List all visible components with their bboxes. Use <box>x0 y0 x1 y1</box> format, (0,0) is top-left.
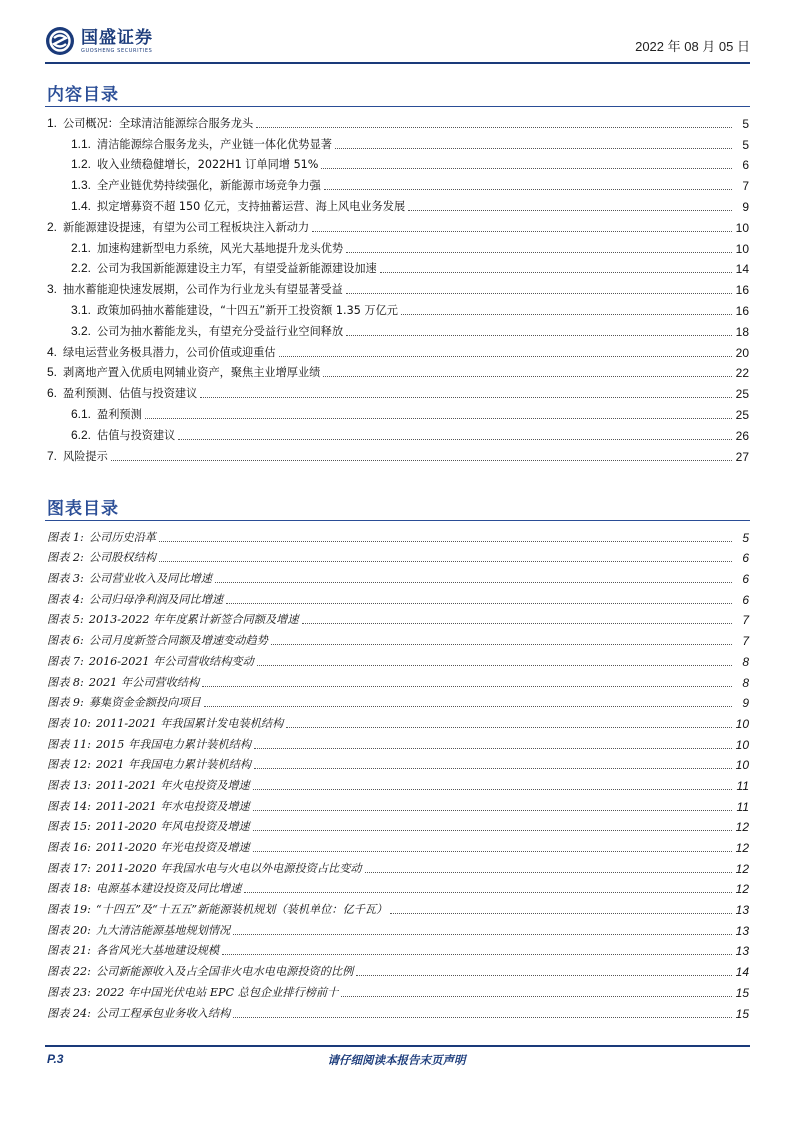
figure-entry-title <box>47 738 253 752</box>
toc-entry-number: 1.3. <box>71 178 92 193</box>
figure-entry-number: 图表 6: <box>47 634 84 648</box>
figure-entry-page: 12 <box>735 861 749 876</box>
figure-entry-label: 2015 年我国电力累计装机结构 <box>95 737 252 751</box>
figure-entry-leader <box>257 665 732 666</box>
figure-entry-title <box>47 1007 232 1021</box>
figure-entry-leader <box>226 603 732 604</box>
toc-entry-number: 3.1. <box>71 302 92 317</box>
figure-entry-number: 图表 15: <box>47 820 91 834</box>
figure-entry-label: 公司工程承包业务收入结构 <box>95 1006 231 1020</box>
toc-entry[interactable] <box>47 172 749 193</box>
toc-entry-label: 公司为抽水蓄能龙头，有望充分受益行业空间释放 <box>97 324 344 338</box>
figure-entry-page: 15 <box>735 1006 749 1021</box>
figure-entry[interactable] <box>47 855 749 876</box>
figure-entry-page: 12 <box>735 882 749 897</box>
figure-entry-number: 图表 22: <box>47 965 91 979</box>
toc-entry-title <box>71 199 407 214</box>
figure-entry[interactable] <box>47 793 749 814</box>
figure-entry-label: 2011-2020 年光电投资及增速 <box>95 841 250 854</box>
figure-entry-page: 6 <box>742 551 749 566</box>
toc-entry-number: 6.2. <box>71 427 92 442</box>
figure-entry-page: 6 <box>742 572 749 587</box>
figure-entry-page: 13 <box>735 903 749 918</box>
figure-entry-page: 13 <box>735 923 749 938</box>
toc-entry-number: 6. <box>47 386 58 401</box>
figure-entry-page: 8 <box>742 654 749 669</box>
toc-entry-number: 1.2. <box>71 157 92 172</box>
figure-entry-leader <box>244 892 732 893</box>
page-number: P.3 <box>47 1052 64 1066</box>
figure-entry-title <box>47 779 252 793</box>
figure-entry-number: 图表 10: <box>47 716 91 730</box>
figure-entry-label: 2013-2022 年年度累计新签合同额及增速 <box>88 613 299 627</box>
figure-entry[interactable] <box>47 710 749 731</box>
figure-entry-label: 电源基本建设投资及同比增速 <box>95 882 242 896</box>
figure-entry-title <box>47 634 270 648</box>
toc-entry-leader <box>401 314 732 315</box>
figure-entry-title <box>47 717 285 731</box>
figure-entry-number: 图表 20: <box>47 923 91 937</box>
toc-entry-label: 新能源建设提速，有望为公司工程板块注入新动力 <box>63 220 310 234</box>
figure-entry-leader <box>271 644 732 645</box>
toc-entry-label: 盈利预测 <box>97 407 142 421</box>
toc-entry-title <box>47 282 345 297</box>
toc-entry-page: 5 <box>742 137 749 152</box>
toc-entry-label: 收入业绩稳健增长，2022H1 订单同增 51% <box>97 158 319 172</box>
figure-entry-page: 14 <box>735 965 749 980</box>
figure-entry-leader <box>159 541 732 542</box>
figure-entry-leader <box>365 872 732 873</box>
footer-divider <box>45 1045 750 1047</box>
toc-entry-number: 7. <box>47 448 58 463</box>
toc-entry-number: 1.4. <box>71 198 92 213</box>
toc-entry[interactable] <box>47 360 749 381</box>
toc-title-underline <box>45 106 750 107</box>
figure-entry[interactable] <box>47 979 749 1000</box>
figure-entry-leader <box>159 561 732 562</box>
toc-entry-page: 20 <box>735 345 749 360</box>
figure-entry[interactable] <box>47 938 749 959</box>
figure-entry-leader <box>356 975 732 976</box>
toc-entry-leader <box>279 356 732 357</box>
toc-entry-page: 6 <box>742 158 749 173</box>
figure-entry-leader <box>253 851 732 852</box>
figure-entry-page: 8 <box>742 675 749 690</box>
figure-entry-title <box>47 551 158 565</box>
toc-entry-page: 27 <box>735 449 749 464</box>
toc-entry-leader <box>111 460 732 461</box>
toc-list <box>47 110 749 464</box>
toc-entry-title <box>47 365 322 380</box>
figure-entry-number: 图表 23: <box>47 985 91 999</box>
figure-entry[interactable] <box>47 565 749 586</box>
figure-entry-page: 6 <box>742 592 749 607</box>
figure-entry-number: 图表 5: <box>47 613 84 627</box>
figure-entry-title <box>47 903 389 917</box>
toc-entry-title <box>71 324 345 339</box>
figure-list-title-underline <box>45 520 750 521</box>
figure-entry-number: 图表 17: <box>47 861 91 875</box>
figure-entry-page: 10 <box>735 758 749 773</box>
toc-entry[interactable] <box>47 256 749 277</box>
toc-title: 内容目录 <box>47 85 119 105</box>
figure-entry-label: “十四五”及“十五五”新能源装机规划（装机单位：亿千瓦） <box>95 903 388 917</box>
toc-entry-label: 剥离地产置入优质电网辅业资产，聚焦主业增厚业绩 <box>63 366 321 380</box>
figure-entry-leader <box>233 1017 732 1018</box>
toc-entry-label: 公司概况：全球清洁能源综合服务龙头 <box>63 116 254 130</box>
figure-entry-title <box>47 696 203 710</box>
toc-entry-page: 16 <box>735 303 749 318</box>
figure-entry-label: 公司历史沿革 <box>88 530 156 544</box>
toc-entry-label: 风险提示 <box>63 449 108 463</box>
toc-entry-title <box>47 449 110 464</box>
figure-entry-leader <box>302 623 732 624</box>
figure-list-title: 图表目录 <box>47 499 119 519</box>
figure-entry-number: 图表 13: <box>47 778 91 792</box>
logo-icon <box>45 26 75 56</box>
figure-entry-number: 图表 8: <box>47 675 84 689</box>
toc-entry-leader <box>335 148 732 149</box>
figure-entry-label: 2021 年公司营收结构 <box>88 675 200 689</box>
figure-entry-leader <box>254 768 732 769</box>
toc-entry-label: 政策加码抽水蓄能建设，“十四五”新开工投资额 1.35 万亿元 <box>97 303 398 317</box>
toc-entry-leader <box>145 418 732 419</box>
figure-entry-label: 公司归母净利润及同比增速 <box>88 592 224 606</box>
toc-entry[interactable] <box>47 235 749 256</box>
figure-entry[interactable] <box>47 690 749 711</box>
toc-entry-title <box>71 241 345 256</box>
toc-entry-leader <box>321 168 732 169</box>
figure-entry[interactable] <box>47 896 749 917</box>
toc-entry[interactable] <box>47 131 749 152</box>
logo-english-name: GUOSHENG SECURITIES <box>81 47 153 54</box>
toc-entry[interactable] <box>47 443 749 464</box>
figure-entry-label: 募集资金金额投向项目 <box>88 696 201 710</box>
toc-entry-number: 3. <box>47 282 58 297</box>
logo-chinese-name: 国盛证券 <box>81 27 153 48</box>
toc-entry-page: 10 <box>735 220 749 235</box>
figure-entry-title <box>47 882 243 896</box>
figure-entry-page: 12 <box>735 820 749 835</box>
figure-entry-leader <box>253 810 732 811</box>
figure-entry[interactable] <box>47 731 749 752</box>
toc-entry[interactable] <box>47 152 749 173</box>
figure-entry-label: 2011-2021 年水电投资及增速 <box>95 799 250 813</box>
toc-entry-title <box>47 220 311 235</box>
toc-entry[interactable] <box>47 380 749 401</box>
toc-entry-leader <box>323 376 732 377</box>
figure-entry-title <box>47 593 225 607</box>
figure-entry[interactable] <box>47 627 749 648</box>
toc-entry-label: 清洁能源综合服务龙头，产业链一体化优势显著 <box>97 137 332 151</box>
figure-entry-label: 公司股权结构 <box>88 551 156 565</box>
toc-entry[interactable] <box>47 318 749 339</box>
figure-entry[interactable] <box>47 876 749 897</box>
report-date: 2022 年 08 月 05 日 <box>635 39 750 54</box>
toc-entry-leader <box>346 252 732 253</box>
figure-entry-number: 图表 7: <box>47 654 84 668</box>
toc-entry-number: 4. <box>47 344 58 359</box>
toc-entry-title <box>71 428 177 443</box>
figure-entry-number: 图表 21: <box>47 944 91 958</box>
page-header <box>45 24 750 64</box>
toc-entry-number: 1.1. <box>71 136 92 151</box>
toc-entry-leader <box>256 127 732 128</box>
figure-entry-page: 15 <box>735 985 749 1000</box>
figure-entry-page: 11 <box>736 778 749 793</box>
figure-entry-page: 12 <box>735 841 749 855</box>
toc-entry-title <box>47 386 199 401</box>
figure-entry-leader <box>341 996 732 997</box>
toc-entry-leader <box>346 293 732 294</box>
figure-entry-leader <box>286 727 732 728</box>
toc-entry-page: 26 <box>735 428 749 443</box>
toc-entry-page: 22 <box>735 366 749 381</box>
figure-entry[interactable] <box>47 545 749 566</box>
figure-entry-page: 11 <box>736 799 749 814</box>
figure-entry-label: 2011-2020 年风电投资及增速 <box>95 820 250 834</box>
figure-entry-number: 图表 11: <box>47 737 91 751</box>
toc-entry-page: 25 <box>735 407 749 422</box>
figure-entry-number: 图表 18: <box>47 882 91 896</box>
figure-entry[interactable] <box>47 958 749 979</box>
figure-entry-label: 公司新能源收入及占全国非火电水电电源投资的比例 <box>95 965 354 979</box>
figure-entry-label: 2011-2021 年我国累计发电装机结构 <box>95 716 284 730</box>
toc-entry-leader <box>178 439 732 440</box>
toc-entry-title <box>71 137 334 152</box>
toc-entry-page: 9 <box>742 199 749 214</box>
figure-entry[interactable] <box>47 607 749 628</box>
figure-entry-title <box>47 676 201 690</box>
figure-entry-number: 图表 2: <box>47 551 84 565</box>
toc-entry-number: 5. <box>47 365 58 380</box>
figure-entry-leader <box>215 582 732 583</box>
toc-entry-label: 抽水蓄能迎快速发展期，公司作为行业龙头有望显著受益 <box>63 283 343 297</box>
toc-entry-number: 1. <box>47 115 58 130</box>
figure-entry-page: 10 <box>735 716 749 731</box>
figure-entry-title <box>47 800 252 814</box>
figure-entry-number: 图表 14: <box>47 799 91 813</box>
figure-entry[interactable] <box>47 917 749 938</box>
toc-entry[interactable] <box>47 339 749 360</box>
figure-entry-title <box>47 841 252 855</box>
toc-entry-number: 3.2. <box>71 323 92 338</box>
figure-entry-label: 公司月度新签合同额及增速变动趋势 <box>88 634 268 648</box>
header-divider <box>45 62 750 64</box>
figure-list <box>47 524 749 1021</box>
figure-entry-page: 10 <box>735 737 749 752</box>
figure-entry-label: 2011-2020 年我国水电与火电以外电源投资占比变动 <box>95 861 362 875</box>
toc-entry[interactable] <box>47 297 749 318</box>
toc-entry-page: 18 <box>735 324 749 339</box>
figure-entry-leader <box>204 706 732 707</box>
figure-entry-title <box>47 613 301 627</box>
toc-entry-title <box>71 407 144 422</box>
toc-entry-leader <box>346 335 732 336</box>
figure-entry-page: 5 <box>742 530 749 545</box>
figure-entry-number: 图表 9: <box>47 696 84 710</box>
figure-entry-page: 7 <box>742 613 749 628</box>
figure-entry-number: 图表 3: <box>47 572 84 586</box>
toc-entry-label: 盈利预测、估值与投资建议 <box>63 387 198 401</box>
figure-entry-leader <box>253 830 732 831</box>
figure-entry-label: 2011-2021 年火电投资及增速 <box>95 778 250 792</box>
toc-entry-label: 全产业链优势持续强化，新能源市场竞争力强 <box>97 179 321 193</box>
figure-entry[interactable] <box>47 752 749 773</box>
toc-entry-number: 6.1. <box>71 406 92 421</box>
toc-entry-title <box>71 157 320 172</box>
toc-entry-page: 25 <box>735 387 749 402</box>
figure-entry-leader <box>202 686 732 687</box>
company-logo <box>45 26 153 56</box>
figure-entry-leader <box>390 913 732 914</box>
figure-entry[interactable] <box>47 814 749 835</box>
disclaimer-note: 请仔细阅读本报告末页声明 <box>327 1053 466 1067</box>
figure-entry-leader <box>253 789 732 790</box>
figure-entry-title <box>47 820 252 834</box>
toc-entry-label: 拟定增募资不超 150 亿元，支持抽蓄运营、海上风电业务发展 <box>97 199 406 213</box>
figure-entry[interactable] <box>47 772 749 793</box>
figure-entry-label: 2016-2021 年公司营收结构变动 <box>88 654 254 668</box>
figure-entry[interactable] <box>47 834 749 855</box>
toc-entry-page: 5 <box>742 116 749 131</box>
toc-entry-leader <box>200 397 732 398</box>
figure-entry[interactable] <box>47 648 749 669</box>
toc-entry-page: 7 <box>742 179 749 194</box>
toc-entry-number: 2. <box>47 219 58 234</box>
toc-entry-leader <box>324 189 732 190</box>
toc-entry-label: 绿电运营业务极具潜力，公司价值或迎重估 <box>63 345 276 359</box>
figure-entry-title <box>47 862 364 876</box>
toc-entry[interactable] <box>47 193 749 214</box>
figure-entry[interactable] <box>47 669 749 690</box>
toc-entry-page: 10 <box>735 241 749 256</box>
toc-entry-title <box>71 303 400 318</box>
figure-entry-label: 2021 年我国电力累计装机结构 <box>95 758 252 772</box>
toc-entry-page: 14 <box>735 262 749 277</box>
toc-entry-leader <box>380 272 732 273</box>
figure-entry-page: 7 <box>742 634 749 649</box>
toc-entry-title <box>47 345 278 360</box>
figure-entry-label: 九大清洁能源基地规划情况 <box>95 923 231 937</box>
toc-entry[interactable] <box>47 214 749 235</box>
figure-entry-leader <box>222 954 732 955</box>
toc-entry-label: 加速构建新型电力系统，风光大基地提升龙头优势 <box>97 241 344 255</box>
toc-entry[interactable] <box>47 422 749 443</box>
toc-entry-number: 2.1. <box>71 240 92 255</box>
figure-entry-number: 图表 12: <box>47 758 91 772</box>
toc-entry-leader <box>312 231 732 232</box>
toc-entry-number: 2.2. <box>71 261 92 276</box>
figure-entry-number: 图表 19: <box>47 903 91 917</box>
toc-entry-title <box>47 116 255 131</box>
toc-entry-title <box>71 261 379 276</box>
figure-entry-title <box>47 924 232 938</box>
figure-entry-label: 公司营业收入及同比增速 <box>88 572 212 586</box>
toc-entry[interactable] <box>47 110 749 131</box>
figure-entry-leader <box>233 934 732 935</box>
figure-entry-title <box>47 944 221 958</box>
figure-entry-title <box>47 758 253 772</box>
figure-entry-number: 图表 24: <box>47 1006 91 1020</box>
figure-entry-page: 13 <box>735 944 749 959</box>
toc-entry[interactable] <box>47 276 749 297</box>
figure-entry[interactable] <box>47 586 749 607</box>
figure-entry-title <box>47 965 355 979</box>
toc-entry-leader <box>408 210 732 211</box>
toc-entry-title <box>71 178 323 193</box>
figure-entry-number: 图表 16: <box>47 841 91 854</box>
figure-entry-label: 各省风光大基地建设规模 <box>95 944 220 958</box>
toc-entry-label: 公司为我国新能源建设主力军，有望受益新能源建设加速 <box>97 262 377 276</box>
figure-entry[interactable] <box>47 524 749 545</box>
figure-entry-number: 图表 4: <box>47 592 84 606</box>
figure-entry[interactable] <box>47 1000 749 1021</box>
logo-text <box>81 28 153 55</box>
toc-entry[interactable] <box>47 401 749 422</box>
toc-entry-page: 16 <box>735 283 749 298</box>
figure-entry-leader <box>254 748 732 749</box>
toc-entry-label: 估值与投资建议 <box>97 428 176 442</box>
figure-entry-label: 2022 年中国光伏电站 EPC 总包企业排行榜前十 <box>95 985 339 999</box>
figure-entry-title <box>47 572 214 586</box>
figure-entry-title <box>47 655 256 669</box>
figure-entry-title <box>47 531 158 545</box>
figure-entry-number: 图表 1: <box>47 530 84 544</box>
figure-entry-title <box>47 986 340 1000</box>
figure-entry-page: 9 <box>742 696 749 711</box>
